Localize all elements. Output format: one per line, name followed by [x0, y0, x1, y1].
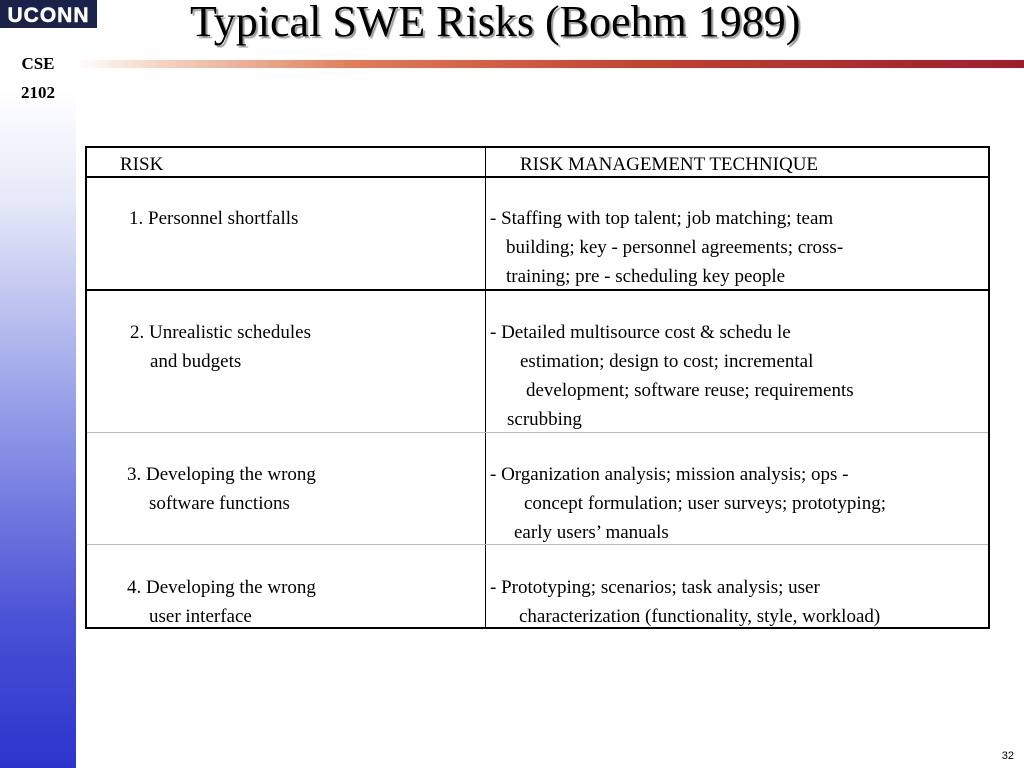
uconn-logo: UCONN: [0, 0, 97, 28]
risk-cell: software functions: [149, 493, 290, 514]
risk-cell: 1. Personnel shortfalls: [129, 208, 299, 229]
technique-line: - Prototyping; scenarios; task analysis; user: [490, 577, 820, 598]
technique-line: - Organization analysis; mission analysis; ops -: [490, 464, 849, 485]
technique-line: development; software reuse; requirements: [526, 380, 854, 401]
sidebar-gradient: [0, 0, 76, 768]
technique-line: concept formulation; user surveys; prototyping;: [524, 493, 886, 514]
technique-line: - Detailed multisource cost & schedu le: [490, 322, 791, 343]
technique-line: estimation; design to cost; incremental: [520, 351, 814, 372]
course-code: CSE: [21, 54, 55, 73]
column-divider: [485, 148, 486, 627]
risk-table: [85, 146, 990, 629]
title-divider: [76, 60, 1024, 68]
slide-title: Typical SWE Risks (Boehm 1989): [190, 0, 801, 46]
technique-line: training; pre - scheduling key people: [506, 266, 786, 287]
risk-cell: user interface: [149, 606, 252, 627]
column-header-risk: RISK: [120, 154, 164, 175]
technique-line: building; key - personnel agreements; cross-: [506, 237, 844, 258]
technique-line: early users’ manuals: [514, 522, 669, 543]
risk-cell: 2. Unrealistic schedules: [130, 322, 311, 343]
technique-line: - Staffing with top talent; job matching; team: [490, 208, 834, 229]
technique-line: characterization (functionality, style, workload): [519, 606, 881, 627]
risk-cell: 4. Developing the wrong: [127, 577, 316, 598]
risk-cell: 3. Developing the wrong: [127, 464, 316, 485]
column-header-technique: RISK MANAGEMENT TECHNIQUE: [520, 154, 819, 175]
page-number: 32: [1001, 750, 1014, 762]
risk-cell: and budgets: [150, 351, 242, 372]
course-number: 2102: [21, 83, 55, 102]
technique-line: scrubbing: [507, 409, 582, 430]
